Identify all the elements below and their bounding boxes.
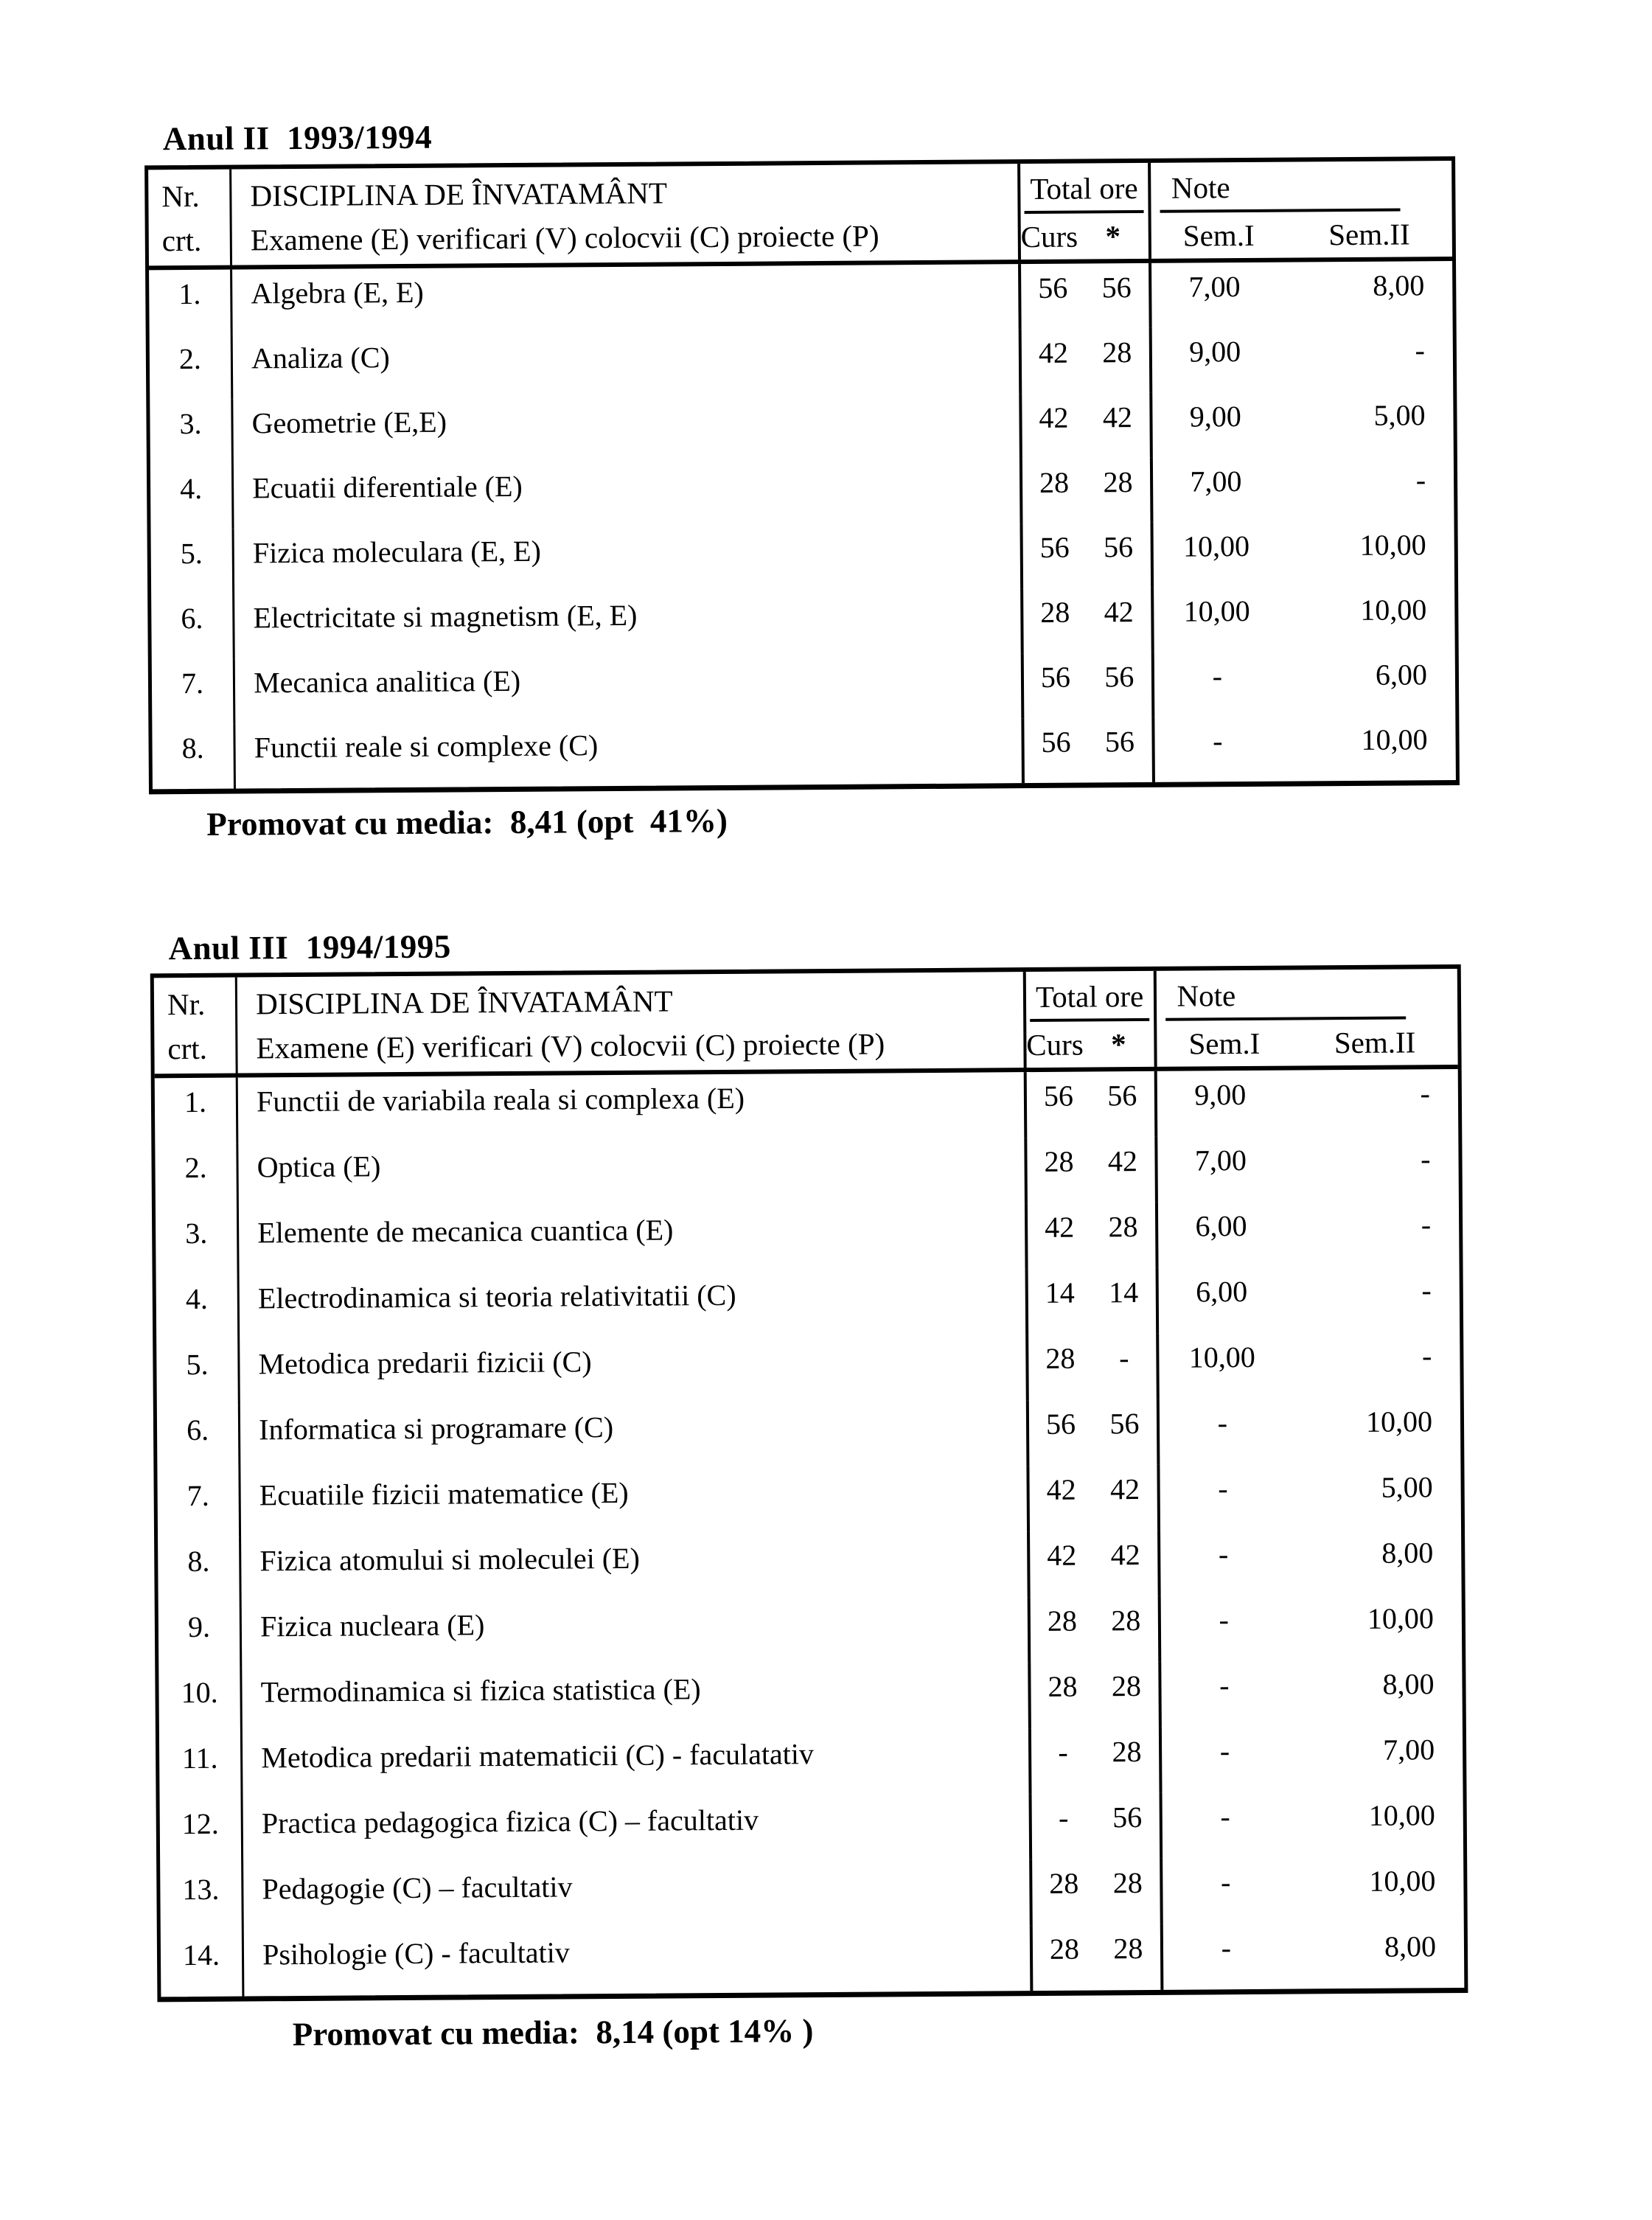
row-number: 13. [160,1865,244,1932]
header-divider-line [1160,209,1401,213]
row-grades [1157,1200,1459,1268]
grade-sem2-value: - [1415,463,1426,497]
hours-curs-value: 42 [1046,1472,1076,1506]
row-discipline: Geometrie (E,E) [233,394,1022,464]
table-row [158,1528,1462,1603]
year-title-anul-2: Anul II 1993/1994 [162,118,433,158]
hours-curs-value: 42 [1038,335,1069,369]
row-number: 2. [150,335,234,400]
hours-seminar-value: 56 [1109,1407,1140,1441]
row-grades [1154,585,1455,653]
table-row [156,1332,1460,1406]
promoted-average-caption-anul-2: Promovat cu media: 8,41 (opt 41%) [206,801,728,843]
header-sem1-label: Sem.I [1182,218,1255,253]
row-grades [1152,456,1454,523]
row-number: 7. [157,1472,241,1538]
grade-sem2-value: 10,00 [1369,1864,1436,1898]
hours-curs-value: 28 [1045,1341,1076,1375]
hours-seminar-value: 28 [1108,1210,1138,1244]
hours-seminar-value: 56 [1104,660,1135,694]
row-discipline: Analiza (C) [233,329,1022,399]
header-col-discipline [237,972,1027,1073]
table-header [148,161,1452,270]
grade-sem1-value: - [1212,659,1223,693]
table-row [150,391,1454,464]
row-total-hours [1021,263,1151,329]
header-col-nr [154,978,238,1074]
header-total-ore-label: Total ore [1030,171,1138,206]
row-total-hours [1028,1334,1159,1400]
header-hours-sublabels [1026,1023,1154,1066]
hours-curs-value: 28 [1044,1144,1074,1178]
row-number: 3. [150,400,234,465]
table-row [160,1791,1464,1865]
grade-sem2-value: 7,00 [1382,1733,1435,1767]
header-hours-sublabels [1020,215,1148,258]
row-grades [1154,715,1456,782]
header-col-discipline [231,164,1021,265]
row-number: 1. [149,270,233,335]
header-discipline-title: DISCIPLINA DE ÎNVATAMÂNT [250,175,668,213]
hours-seminar-value: 28 [1102,335,1132,369]
grade-sem1-value: 6,00 [1195,1275,1248,1309]
table-row [161,1922,1465,1997]
grade-sem1-value: - [1217,1406,1228,1440]
table-row [159,1725,1463,1800]
row-discipline: Electricitate si magnetism (E, E) [234,588,1023,658]
grade-sem1-value: - [1219,1669,1230,1702]
header-discipline-title: DISCIPLINA DE ÎNVATAMÂNT [255,984,673,1021]
row-grades [1159,1332,1460,1399]
table-row [156,1200,1460,1275]
row-total-hours [1032,1859,1163,1925]
row-total-hours [1029,1465,1160,1531]
grade-sem1-value: 6,00 [1195,1209,1247,1243]
header-note-label: Note [1171,170,1230,205]
grade-sem2-value: - [1420,1076,1431,1110]
row-discipline: Elemente de mecanica cuantica (E) [239,1203,1028,1274]
grade-sem2-value: 10,00 [1365,1405,1433,1438]
hours-curs-value: 56 [1041,725,1071,759]
row-number: 4. [156,1275,240,1341]
hours-seminar-value: 28 [1111,1669,1142,1703]
row-total-hours [1033,1924,1163,1991]
row-total-hours [1031,1727,1162,1794]
row-discipline: Metodica predarii fizicii (C) [240,1335,1028,1405]
row-number: 3. [156,1209,240,1276]
row-grades [1160,1528,1462,1596]
grade-sem2-value: - [1415,333,1426,367]
grade-sem2-value: - [1421,1273,1432,1307]
hours-seminar-value: 56 [1107,1079,1137,1113]
grade-sem2-value: 10,00 [1359,528,1426,562]
hours-curs-value: 28 [1047,1604,1078,1638]
header-divider-line [1030,1018,1149,1022]
hours-curs-value: 42 [1047,1538,1077,1572]
hours-curs-value: 28 [1039,465,1070,499]
hours-curs-value: 56 [1043,1079,1074,1113]
row-total-hours [1028,1268,1158,1335]
header-divider-line [1165,1016,1407,1020]
row-total-hours [1022,523,1153,588]
row-discipline: Ecuatii diferentiale (E) [234,459,1022,529]
grade-sem1-value: 9,00 [1194,1078,1247,1112]
header-discipline-subtitle: Examene (E) verificari (V) colocvii (C) proiecte (P) [256,1026,885,1065]
row-discipline: Fizica nucleara (E) [242,1597,1031,1668]
promoted-average-caption-anul-3: Promovat cu media: 8,14 (opt 14% ) [292,2012,814,2053]
header-note-label: Note [1177,978,1236,1013]
table-row [151,521,1455,594]
table-row [157,1463,1461,1537]
table-header [154,969,1458,1078]
row-total-hours [1026,1071,1157,1138]
grade-sem1-value: - [1218,1537,1229,1571]
header-seminar-asterisk: * [1111,1027,1126,1062]
row-total-hours [1030,1531,1160,1597]
table-row [156,1266,1460,1340]
row-grades [1154,650,1455,717]
header-sem1-label: Sem.I [1188,1026,1261,1061]
row-number: 4. [150,464,234,530]
row-discipline: Practica pedagogica fizica (C) – facultativ [243,1794,1032,1865]
hours-seminar-value: 42 [1104,595,1134,629]
header-divider-line [1024,210,1143,214]
grade-sem1-value: 7,00 [1190,464,1242,498]
grade-sem1-value: - [1219,1603,1230,1637]
row-grades [1161,1660,1463,1727]
row-total-hours [1022,393,1152,459]
grade-sem2-value: 8,00 [1384,1930,1437,1963]
table-row [157,1397,1461,1472]
hours-seminar-value: 56 [1104,725,1135,759]
grade-sem2-value: 8,00 [1373,268,1425,302]
hours-seminar-value: 28 [1112,1735,1142,1769]
hours-curs-value: 56 [1040,660,1071,694]
row-grades [1158,1266,1460,1334]
hours-seminar-value: - [1118,1341,1129,1375]
row-discipline: Psihologie (C) - facultativ [244,1925,1033,1996]
hours-curs-value: - [1058,1800,1069,1834]
row-number: 9. [158,1603,243,1669]
row-grades [1162,1791,1463,1859]
row-number: 12. [160,1800,244,1866]
row-discipline: Algebra (E, E) [232,264,1021,334]
header-nr-line1: Nr. [167,987,206,1022]
row-grades [1161,1725,1463,1793]
grade-sem1-value: 10,00 [1182,529,1250,563]
row-total-hours [1030,1596,1160,1663]
grade-sem1-value: 10,00 [1183,594,1250,628]
row-grades [1160,1594,1462,1662]
row-discipline: Electrodinamica si teoria relativitatii (C) [240,1269,1028,1340]
grade-sem1-value: - [1220,1800,1230,1834]
table-row [151,585,1455,659]
grade-sem2-value: 6,00 [1375,658,1428,692]
row-number: 8. [158,1537,242,1604]
row-number: 5. [156,1340,240,1407]
row-grades [1157,1069,1458,1137]
row-number: 14. [161,1931,245,1997]
row-grades [1151,261,1453,328]
hours-seminar-value: 42 [1107,1144,1138,1178]
row-total-hours [1031,1793,1162,1859]
row-total-hours [1021,328,1151,394]
table-row [152,715,1456,789]
header-sem2-label: Sem.II [1334,1025,1416,1060]
row-total-hours [1023,653,1154,718]
hours-seminar-value: 42 [1110,1538,1140,1572]
row-grades [1159,1397,1460,1465]
header-note-sublabels [1151,212,1452,257]
grade-sem1-value: - [1220,1865,1231,1899]
grade-sem2-value: 8,00 [1381,1536,1434,1570]
table-row [155,1135,1459,1209]
row-discipline: Pedagogie (C) – facultativ [243,1859,1032,1930]
row-total-hours [1027,1137,1157,1203]
grade-sem2-value: - [1421,1142,1431,1176]
grade-sem1-value: - [1218,1472,1228,1506]
header-nr-line1: Nr. [161,178,200,214]
row-total-hours [1031,1662,1161,1728]
grade-sem2-value: 10,00 [1360,593,1427,627]
row-total-hours [1024,717,1154,783]
row-grades [1152,391,1454,458]
grade-sem2-value: 8,00 [1382,1667,1435,1701]
header-col-total-hours [1026,971,1157,1068]
row-discipline: Fizica moleculara (E, E) [234,523,1023,594]
grade-sem1-value: - [1213,724,1223,758]
table-body [155,1069,1465,1997]
hours-curs-value: - [1058,1735,1068,1769]
grade-sem2-value: - [1421,1339,1432,1373]
grade-sem1-value: 10,00 [1188,1340,1255,1374]
hours-curs-value: 42 [1044,1210,1075,1244]
hours-curs-value: 42 [1039,400,1069,434]
hours-seminar-value: 56 [1103,530,1134,564]
row-total-hours [1028,1203,1158,1269]
header-col-note [1151,161,1452,259]
hours-curs-value: 28 [1049,1932,1080,1966]
hours-seminar-value: 42 [1102,400,1133,434]
header-nr-line2: crt. [167,1031,208,1066]
header-curs-label: Curs [1020,219,1078,254]
row-number: 1. [155,1078,239,1144]
grade-sem2-value: 10,00 [1367,1601,1435,1635]
header-sem2-label: Sem.II [1328,217,1410,252]
hours-curs-value: 28 [1040,595,1070,629]
row-grades [1157,1135,1459,1203]
row-discipline: Functii de variabila reala si complexa (E) [238,1072,1027,1143]
hours-curs-value: 56 [1045,1407,1076,1441]
grade-sem1-value: - [1221,1931,1232,1965]
header-total-ore-label: Total ore [1035,978,1144,1015]
row-total-hours [1023,588,1154,653]
grade-sem1-value: 9,00 [1189,400,1241,434]
grades-table-anul-3 [150,964,1468,2002]
row-number: 10. [158,1669,243,1735]
row-discipline: Optica (E) [238,1138,1027,1208]
row-number: 2. [155,1144,239,1210]
table-row [150,456,1454,529]
row-number: 7. [152,659,236,725]
row-discipline: Fizica atomului si moleculei (E) [241,1531,1030,1602]
hours-seminar-value: 28 [1111,1604,1141,1638]
header-col-nr [148,170,232,266]
hours-seminar-value: 28 [1113,1932,1143,1966]
header-col-note [1156,969,1457,1067]
hours-seminar-value: 42 [1109,1472,1140,1506]
row-number: 8. [152,724,236,790]
grade-sem1-value: 7,00 [1194,1144,1247,1177]
header-discipline-subtitle: Examene (E) verificari (V) colocvii (C) proiecte (P) [250,218,879,257]
row-grades [1163,1922,1464,1990]
row-grades [1153,521,1454,588]
grade-sem2-value: 5,00 [1381,1470,1433,1504]
row-discipline: Termodinamica si fizica statistica (E) [242,1663,1031,1733]
grade-sem1-value: - [1219,1734,1230,1768]
header-nr-line2: crt. [161,223,202,258]
hours-seminar-value: 56 [1112,1800,1143,1834]
table-row [150,326,1454,400]
row-number: 6. [157,1406,241,1472]
header-note-sublabels [1157,1020,1458,1065]
grade-sem2-value: 10,00 [1368,1798,1435,1832]
row-discipline: Ecuatiile fizicii matematice (E) [241,1466,1030,1537]
hours-curs-value: 56 [1038,271,1068,305]
row-grades [1163,1857,1464,1924]
row-grades [1160,1463,1461,1531]
row-discipline: Metodica predarii matematicii (C) - faculatativ [243,1728,1031,1799]
hours-curs-value: 56 [1039,530,1070,564]
hours-seminar-value: 28 [1112,1866,1143,1900]
header-seminar-asterisk: * [1105,219,1121,254]
row-discipline: Mecanica analitica (E) [235,653,1024,723]
table-row [152,650,1456,724]
row-total-hours [1029,1399,1160,1466]
hours-curs-value: 28 [1048,1669,1078,1703]
grade-sem1-value: 7,00 [1188,270,1241,304]
row-number: 6. [151,594,235,660]
grade-sem2-value: 5,00 [1373,398,1426,432]
table-row [155,1069,1459,1144]
grade-sem1-value: 9,00 [1189,335,1241,369]
table-row [160,1857,1464,1931]
grades-table-anul-2 [144,156,1460,794]
hours-seminar-value: 56 [1101,271,1132,305]
year-title-anul-3: Anul III 1994/1995 [168,928,451,967]
hours-seminar-value: 14 [1108,1276,1139,1309]
row-grades [1151,326,1453,393]
row-discipline: Informatica si programare (C) [240,1400,1029,1471]
hours-curs-value: 28 [1049,1866,1079,1900]
row-number: 11. [159,1734,243,1800]
table-row [158,1660,1463,1734]
table-body [149,261,1456,789]
grade-sem2-value: - [1421,1208,1432,1242]
table-row [149,261,1453,335]
table-row [158,1594,1463,1669]
row-total-hours [1022,458,1153,523]
hours-seminar-value: 28 [1103,465,1133,499]
header-col-total-hours [1020,163,1151,260]
grade-sem2-value: 10,00 [1361,723,1428,756]
header-curs-label: Curs [1026,1027,1084,1062]
hours-curs-value: 14 [1045,1276,1075,1309]
row-number: 5. [151,529,235,595]
row-discipline: Functii reale si complexe (C) [236,718,1025,788]
